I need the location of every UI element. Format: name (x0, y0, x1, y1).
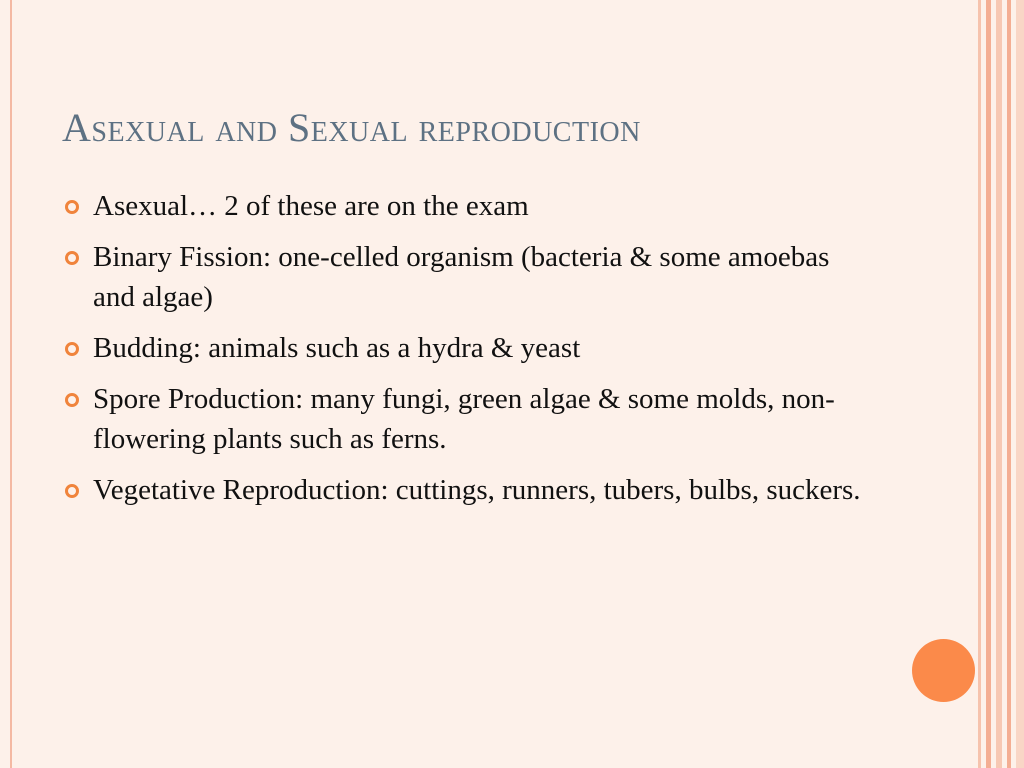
bullet-icon (65, 393, 79, 407)
bullet-text: Asexual… 2 of these are on the exam (93, 190, 529, 222)
bullet-list (62, 186, 862, 521)
bullet-text: Binary Fission: one-celled organism (bacteria & some amoebas and algae) (93, 241, 830, 313)
right-stripe (986, 0, 991, 768)
bullet-text: Vegetative Reproduction: cuttings, runners, tubers, bulbs, suckers. (93, 474, 861, 506)
bullet-icon (65, 200, 79, 214)
bullet-item (62, 237, 862, 317)
bullet-item (62, 470, 862, 510)
bullet-item (62, 379, 862, 459)
bullet-icon (65, 251, 79, 265)
left-border-line (10, 0, 12, 768)
orange-circle-icon (912, 639, 975, 702)
bullet-item (62, 328, 862, 368)
bullet-text: Spore Production: many fungi, green algae & some molds, non-flowering plants such as ferns. (93, 383, 835, 455)
right-stripe (1016, 0, 1024, 768)
right-stripe (996, 0, 1002, 768)
slide-title: Asexual and Sexual reproduction (62, 105, 641, 150)
right-stripe (1007, 0, 1011, 768)
right-stripe (978, 0, 981, 768)
bullet-icon (65, 342, 79, 356)
bullet-icon (65, 484, 79, 498)
bullet-text: Budding: animals such as a hydra & yeast (93, 332, 581, 364)
bullet-item (62, 186, 862, 226)
